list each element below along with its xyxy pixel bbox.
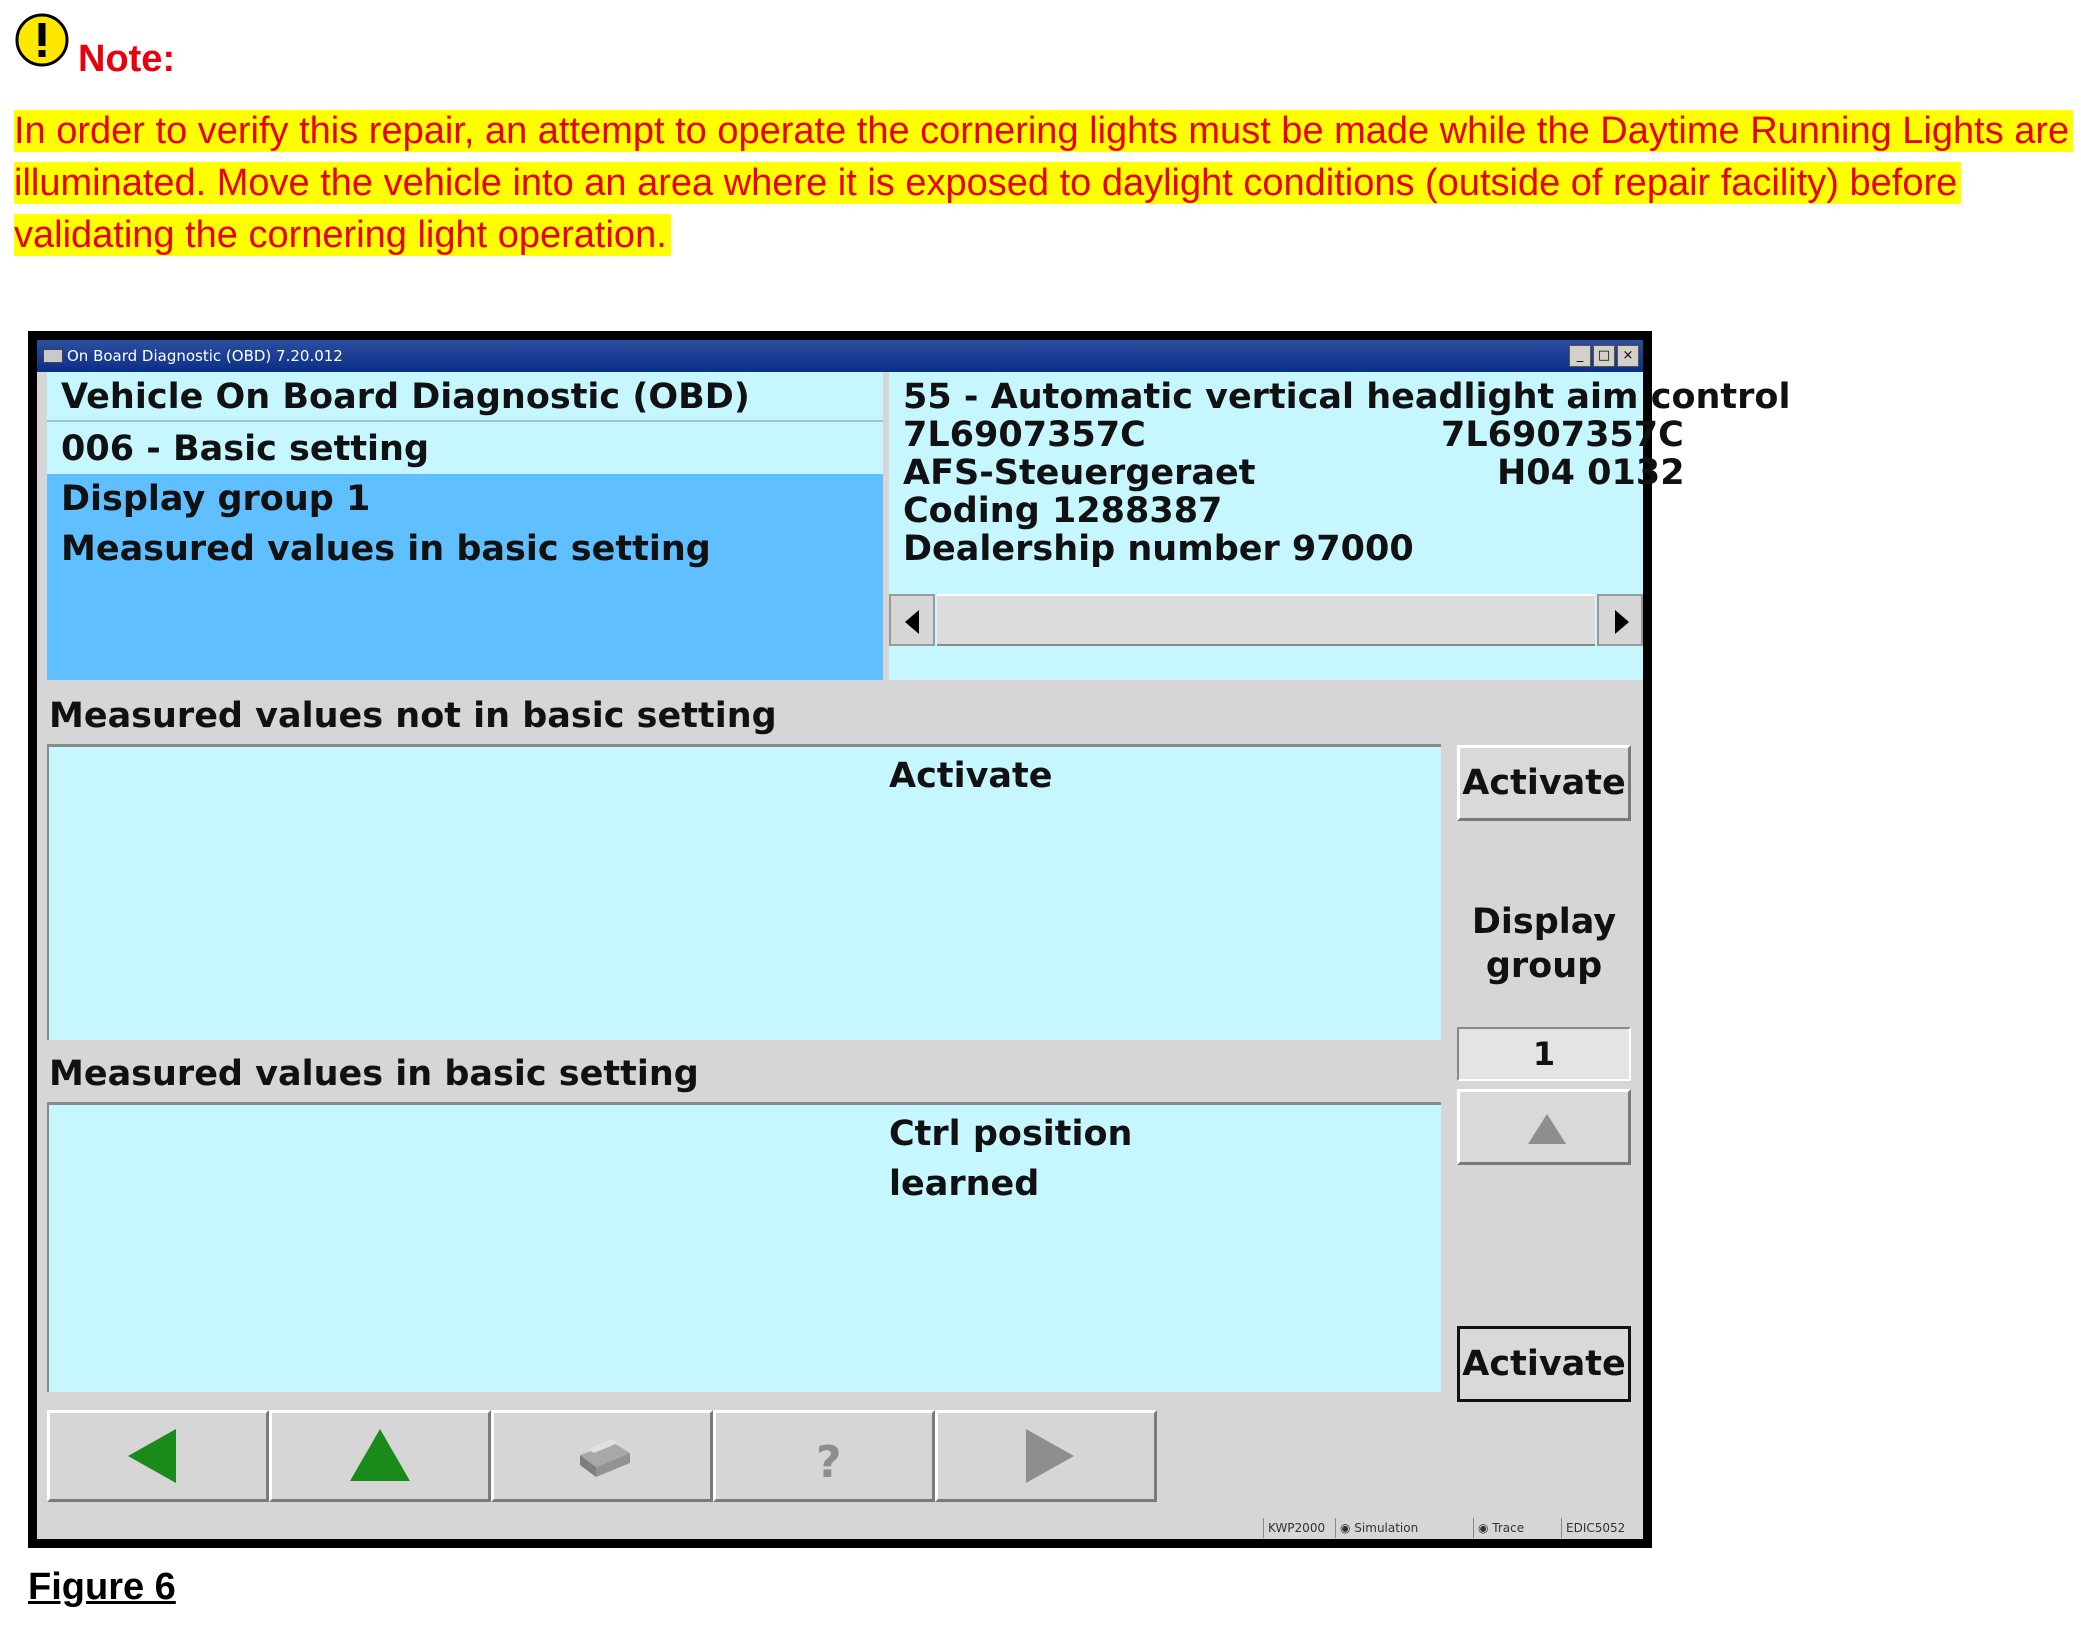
- function-basic-setting[interactable]: 006 - Basic setting: [61, 429, 430, 469]
- trace-dot-icon: ◉: [1478, 1521, 1493, 1535]
- not-basic-value: Activate: [889, 756, 1053, 796]
- title-bar: [37, 340, 1643, 372]
- window-title: On Board Diagnostic (OBD) 7.20.012: [67, 347, 343, 365]
- horizontal-scrollbar[interactable]: [889, 594, 1643, 646]
- activate-top-button[interactable]: Activate: [1457, 745, 1631, 821]
- note-title: Note:: [78, 38, 176, 80]
- help-button[interactable]: [713, 1410, 935, 1502]
- scroll-right-icon: [1615, 610, 1629, 634]
- scroll-track[interactable]: [937, 594, 1595, 646]
- display-group-label-line2: group: [1485, 946, 1603, 986]
- section-basic-body: [47, 1102, 1441, 1392]
- note-heading: [14, 12, 183, 82]
- display-group-label-line1: Display: [1471, 902, 1617, 942]
- warning-icon: [14, 12, 84, 82]
- printer-icon: [494, 1413, 710, 1499]
- up-button[interactable]: [269, 1410, 491, 1502]
- status-bar: [37, 1516, 1643, 1539]
- section-not-basic-header: Measured values not in basic setting: [49, 696, 777, 736]
- selected-function[interactable]: [47, 474, 883, 680]
- selected-display-group: Display group 1: [61, 479, 371, 519]
- back-button[interactable]: [47, 1410, 269, 1502]
- activate-bottom-button[interactable]: Activate: [1457, 1326, 1631, 1402]
- section-basic-header: Measured values in basic setting: [49, 1054, 699, 1094]
- basic-value-line1: Ctrl position: [889, 1114, 1133, 1154]
- display-group-field[interactable]: 1: [1457, 1027, 1631, 1081]
- screenshot-frame: [28, 331, 1791, 1548]
- part-number: 7L6907357C: [903, 415, 1146, 455]
- status-protocol: KWP2000: [1263, 1518, 1325, 1538]
- close-button[interactable]: ×: [1617, 345, 1639, 367]
- function-title: Vehicle On Board Diagnostic (OBD): [47, 372, 883, 422]
- component-name: AFS-Steuergeraet: [903, 453, 1256, 493]
- forward-button[interactable]: [935, 1410, 1157, 1502]
- scroll-left-button[interactable]: [889, 594, 935, 646]
- forward-arrow-icon: [938, 1413, 1154, 1499]
- print-button[interactable]: [491, 1410, 713, 1502]
- status-dot-icon: ◉: [1340, 1521, 1355, 1535]
- software-version: H04 0132: [1497, 453, 1685, 493]
- window-controls: [1569, 345, 1639, 367]
- basic-value-line2: learned: [889, 1164, 1040, 1204]
- selected-measured-values: Measured values in basic setting: [61, 529, 711, 569]
- figure-caption: Figure 6: [28, 1566, 176, 1608]
- note-text: [14, 105, 2080, 261]
- back-arrow-icon: [50, 1413, 266, 1499]
- module-name: 55 - Automatic vertical headlight aim control: [903, 377, 1791, 417]
- part-number-alt: 7L6907357C: [1441, 415, 1684, 455]
- maximize-button[interactable]: □: [1593, 345, 1615, 367]
- status-code: EDIC5052: [1561, 1518, 1625, 1538]
- function-panel: [47, 372, 883, 680]
- help-icon: [716, 1413, 932, 1499]
- status-simulation: [1335, 1518, 1418, 1538]
- scroll-right-button[interactable]: [1597, 594, 1643, 646]
- obd-window: [37, 340, 1791, 1539]
- scroll-left-icon: [905, 610, 919, 634]
- coding-value: Coding 1288387: [903, 491, 1223, 531]
- status-trace: [1473, 1518, 1524, 1538]
- control-module-info: [889, 372, 1791, 680]
- app-icon: [43, 349, 63, 363]
- note-body: In order to verify this repair, an attempt to operate the cornering lights must be made while the Daytime Running Lights are illuminated. Move the vehicle into an area where it is exposed to daylight conditions (outside of repair facility) before validating the cornering light operation.: [14, 110, 2073, 256]
- svg-text:?: ?: [816, 1437, 842, 1488]
- up-triangle-icon: [1528, 1114, 1566, 1144]
- dealership-number: Dealership number 97000: [903, 529, 1414, 569]
- display-group-up-button[interactable]: [1457, 1089, 1631, 1165]
- status-simulation-label: Simulation: [1354, 1521, 1419, 1535]
- navigation-toolbar: [47, 1408, 1643, 1502]
- display-group-label: [1457, 900, 1631, 988]
- status-trace-label: Trace: [1492, 1521, 1525, 1535]
- section-not-basic-body: [47, 744, 1441, 1040]
- up-arrow-icon: [272, 1413, 488, 1499]
- minimize-button[interactable]: _: [1569, 345, 1591, 367]
